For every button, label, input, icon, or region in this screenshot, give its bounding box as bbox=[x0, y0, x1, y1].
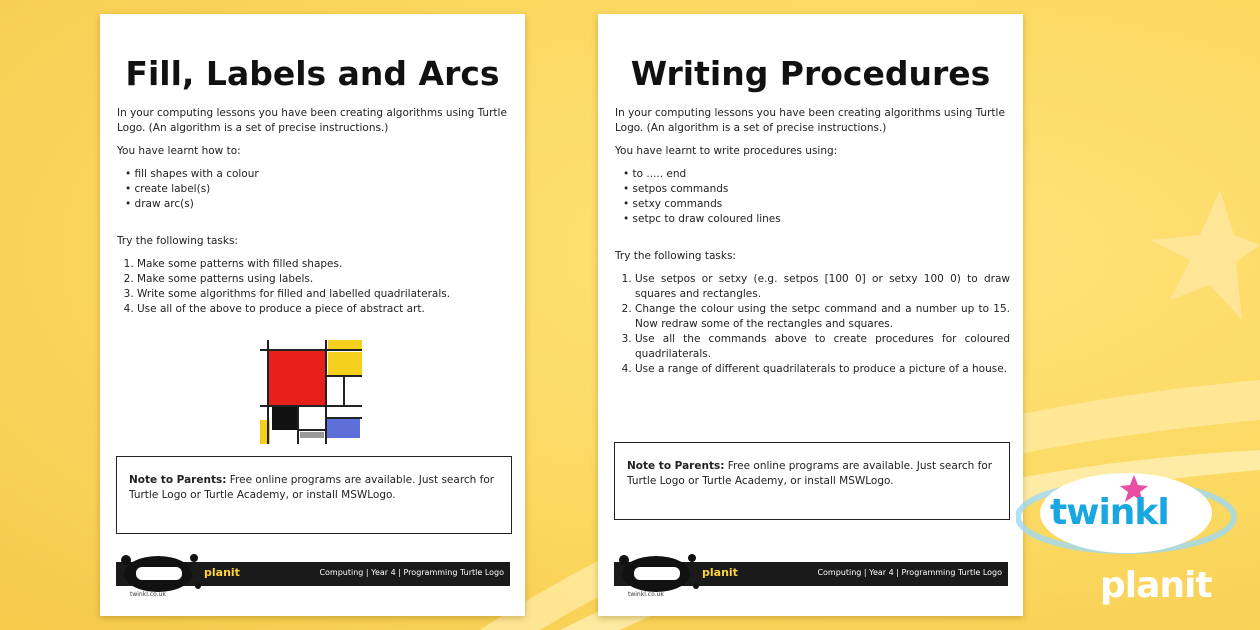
brand-twinkl-wordmark: twinkl bbox=[1050, 492, 1169, 533]
footer-planit-label: planit bbox=[702, 566, 738, 579]
task-item: 3. Use all the commands above to create procedures for coloured quadrilaterals. bbox=[635, 332, 1010, 362]
task-item: 2. Make some patterns using labels. bbox=[137, 272, 512, 287]
learnt-list bbox=[125, 167, 512, 212]
footer-bar bbox=[614, 562, 1008, 586]
list-item: • setpc to draw coloured lines bbox=[623, 212, 1010, 227]
learnt-heading: You have learnt how to: bbox=[117, 145, 241, 157]
footer-url: twinkl.co.uk bbox=[130, 591, 166, 598]
star-icon bbox=[1150, 190, 1260, 320]
note-text: Free online programs are available. Just search for Turtle Logo or Turtle Academy, or install MSWLogo. bbox=[627, 460, 993, 487]
footer-bar bbox=[116, 562, 510, 586]
note-text: Free online programs are available. Just search for Turtle Logo or Turtle Academy, or install MSWLogo. bbox=[129, 474, 495, 501]
task-item: 1. Make some patterns with filled shapes. bbox=[137, 257, 512, 272]
brand-planit-wordmark: planit bbox=[1100, 565, 1212, 606]
tasks-heading: Try the following tasks: bbox=[615, 250, 736, 262]
learnt-heading: You have learnt to write procedures using: bbox=[615, 145, 838, 157]
right-worksheet bbox=[598, 14, 1023, 616]
twinkl-splat-logo-icon bbox=[116, 550, 206, 596]
note-to-parents bbox=[614, 442, 1010, 520]
list-item: • to ..... end bbox=[623, 167, 1010, 182]
footer-planit-label: planit bbox=[204, 566, 240, 579]
page-title: Writing Procedures bbox=[630, 54, 991, 93]
task-item: 1. Use setpos or setxy (e.g. setpos [100 0] or setxy 100 0) to draw squares and rectangles. bbox=[635, 272, 1010, 302]
intro-text: In your computing lessons you have been creating algorithms using Turtle Logo. (An algorithm is a set of precise instructions.) bbox=[117, 107, 507, 134]
tasks-heading: Try the following tasks: bbox=[117, 235, 238, 247]
worksheet-body bbox=[615, 106, 1010, 377]
task-item: 4. Use a range of different quadrilaterals to produce a picture of a house. bbox=[635, 362, 1010, 377]
list-item: • create label(s) bbox=[125, 182, 512, 197]
footer-subject: Computing | Year 4 | Programming Turtle Logo bbox=[319, 568, 504, 577]
task-item: 2. Change the colour using the setpc command and a number up to 15. Now redraw some of the rectangles and squares. bbox=[635, 302, 1010, 332]
task-item: 4. Use all of the above to produce a piece of abstract art. bbox=[137, 302, 512, 317]
task-item: 3. Write some algorithms for filled and labelled quadrilaterals. bbox=[137, 287, 512, 302]
note-to-parents bbox=[116, 456, 512, 534]
tasks-list bbox=[615, 272, 1010, 377]
footer-subject: Computing | Year 4 | Programming Turtle Logo bbox=[817, 568, 1002, 577]
list-item: • setxy commands bbox=[623, 197, 1010, 212]
footer-url: twinkl.co.uk bbox=[628, 591, 664, 598]
tasks-list bbox=[117, 257, 512, 317]
abstract-art-image bbox=[260, 340, 362, 444]
worksheet-body bbox=[117, 106, 512, 317]
learnt-list bbox=[623, 167, 1010, 227]
twinkl-splat-logo-icon bbox=[614, 550, 704, 596]
left-worksheet bbox=[100, 14, 525, 616]
intro-text: In your computing lessons you have been creating algorithms using Turtle Logo. (An algorithm is a set of precise instructions.) bbox=[615, 107, 1005, 134]
list-item: • fill shapes with a colour bbox=[125, 167, 512, 182]
note-label: Note to Parents: bbox=[129, 474, 227, 486]
note-label: Note to Parents: bbox=[627, 460, 725, 472]
list-item: • setpos commands bbox=[623, 182, 1010, 197]
list-item: • draw arc(s) bbox=[125, 197, 512, 212]
page-title: Fill, Labels and Arcs bbox=[125, 54, 500, 93]
